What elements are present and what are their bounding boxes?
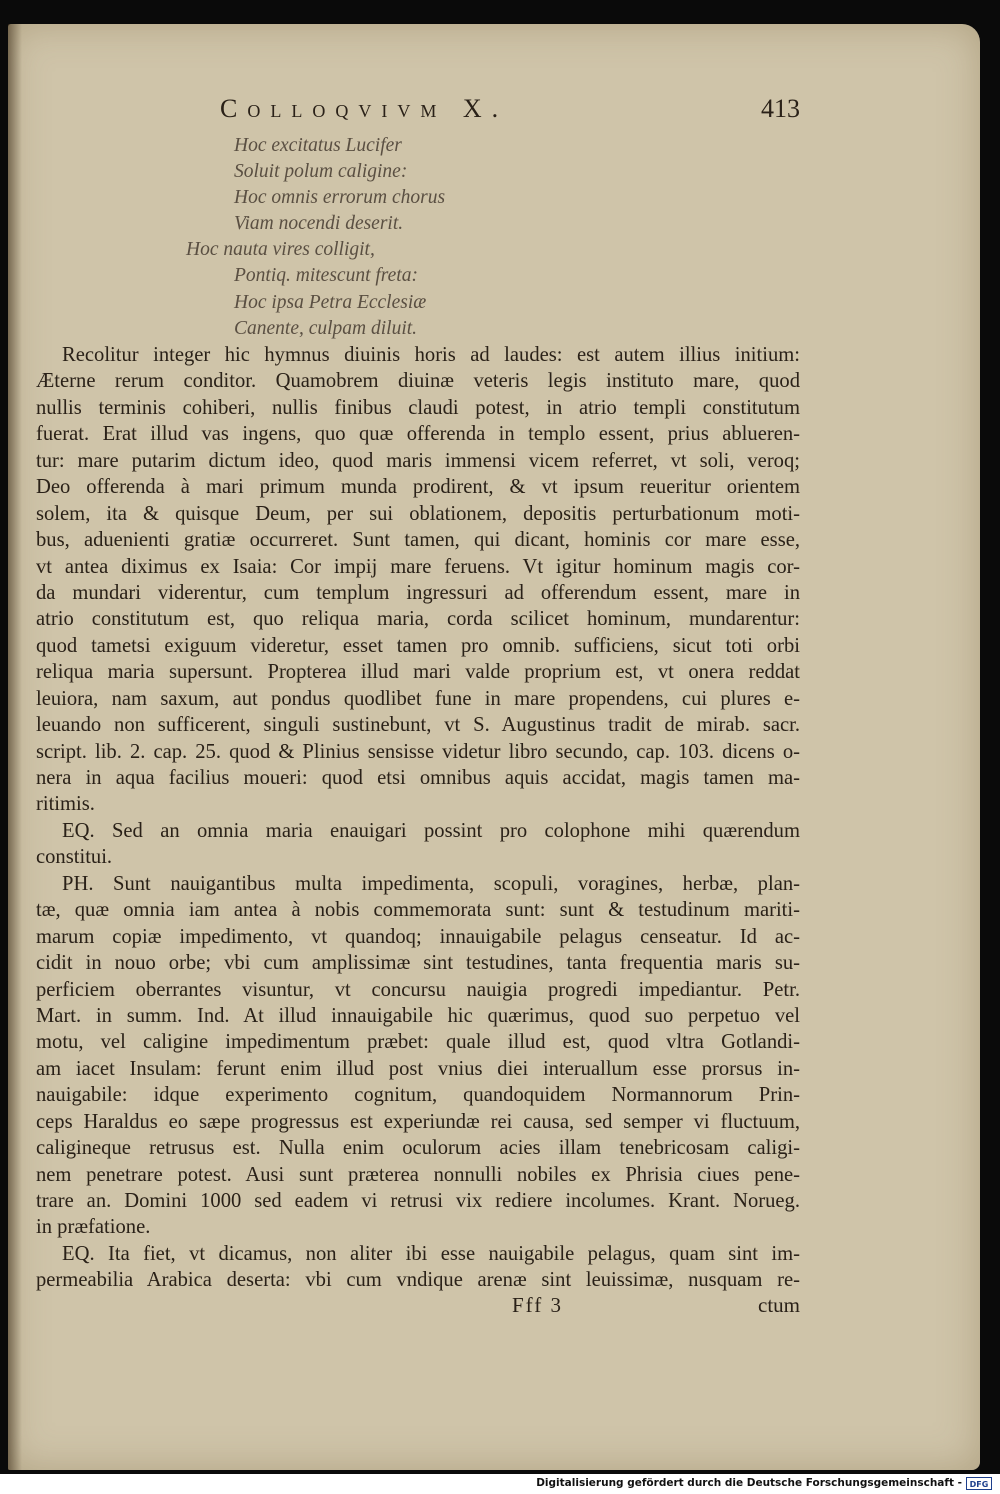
text-line: bus, aduenienti gratiæ occurreret. Sunt tamen, qui dicant, hominis cor mare esse, [36, 529, 800, 552]
signature-mark: Fff 3 [512, 1293, 564, 1317]
text-line: caligineque retrusus est. Nulla enim oculorum acies illam tenebricosam caligi- [36, 1137, 800, 1160]
text-line: ceps Haraldus eo sæpe progressus est experiundæ rei causa, sed semper vi fluctuum, [36, 1110, 800, 1133]
hymn-line: Hoc ipsa Petra Ecclesiæ [234, 291, 427, 313]
text-line: Recolitur integer hic hymnus diuinis horis ad laudes: est autem illius initium: [62, 344, 800, 366]
text-line: nem penetrare potest. Ausi sunt præterea nonnulli nobiles ex Phrisia ciues pene- [36, 1163, 800, 1186]
text-line: PH. Sunt nauigantibus multa impedimenta, scopuli, voragines, herbæ, plan- [62, 872, 800, 895]
text-line: trare an. Domini 1000 sed eadem vi retrusi vix rediere incolumes. Krant. Norueg. [36, 1190, 800, 1212]
text-line: nullis terminis cohiberi, nullis finibus claudi potest, in atrio templi constitutum [36, 396, 800, 419]
funding-credit: Digitalisierung gefördert durch die Deutsche Forschungsgemeinschaft - [536, 1477, 962, 1489]
text-line: cidit in nouo orbe; vbi cum amplissimæ sint testudines, tanta frequentia maris su- [36, 952, 800, 975]
text-line: Mart. in summ. Ind. At illud innauigabile hic quærimus, quod suo perpetuo vel [36, 1004, 800, 1027]
text-line: nera in aqua facilius moueri: quod etsi omnibus aquis accidat, magis tamen ma- [36, 767, 800, 789]
running-title: Colloqvivm X. [220, 94, 509, 123]
text-line: marum copiæ impedimento, vt quandoq; innauigabile pelagus censeatur. Id ac- [36, 925, 800, 948]
text-line: reliqua maria supersunt. Propterea illud mari valde proprium est, vt onera reddat [36, 661, 800, 684]
text-line: in præfatione. [36, 1216, 151, 1239]
text-line: solem, ita & quisque Deum, per sui oblationem, depositis perturbationum moti- [36, 502, 800, 525]
hymn-line: Soluit polum caligine: [234, 161, 408, 183]
page-header [220, 94, 800, 128]
text-line: am iacet Insulam: ferunt enim illud post vnius diei interuallum esse prorsus in- [36, 1057, 800, 1080]
text-line: EQ. Ita fiet, vt dicamus, non aliter ibi esse nauigabile pelagus, quam sint im- [62, 1242, 800, 1265]
text-line: permeabilia Arabica deserta: vbi cum vndique arenæ sint leuissimæ, nusquam re- [36, 1269, 800, 1292]
text-line: ritimis. [36, 793, 95, 816]
page-footer [36, 1293, 800, 1323]
hymn-line: Hoc excitatus Lucifer [234, 135, 402, 156]
text-line: quod tametsi exiguum videretur, esset tamen pro omnib. sufficiens, sicut toti orbi [36, 634, 800, 657]
text-line: perficiem oberrantes visuntur, vt concursu nauigia progredi impediantur. Petr. [36, 978, 800, 1001]
text-line: nauigabile: idque experimento cognitum, quandoquidem Normannorum Prin- [36, 1084, 800, 1107]
text-line: Æterne rerum conditor. Quamobrem diuinæ veteris legis instituto mare, quod [36, 370, 800, 393]
dfg-logo-icon: DFG [966, 1477, 992, 1490]
text-line: EQ. Sed an omnia maria enauigari possint pro colophone mihi quærendum [62, 819, 800, 842]
hymn-line: Canente, culpam diluit. [234, 317, 418, 339]
hymn-line: Hoc nauta vires colligit, [186, 239, 375, 261]
text-line: constitui. [36, 846, 113, 869]
hymn-line: Viam nocendi deserit. [234, 213, 404, 235]
text-line: vt antea diximus ex Isaia: Cor impij mare feruens. Vt igitur hominum magis cor- [36, 555, 800, 578]
body-text [36, 342, 800, 1294]
text-line: tæ, quæ omnia iam antea à nobis commemorata sunt: sunt & testudinum mariti- [36, 899, 800, 922]
text-line: tur: mare putarim dictum ideo, quod maris immensi vicem referret, vt soli, veroq; [36, 449, 800, 472]
page-number: 413 [761, 94, 800, 123]
credit-bar [0, 1474, 1000, 1494]
hymn-line: Hoc omnis errorum chorus [234, 187, 446, 209]
text-line: da mundari viderentur, cum templum ingressuri ad offerendum essent, mare in [36, 581, 800, 604]
hymn-line: Pontiq. mitescunt freta: [234, 265, 418, 287]
text-line: leuiora, nam saxum, aut pondus quodlibet fune in mare propendens, cui plures e- [36, 687, 800, 710]
text-line: fuerat. Erat illud vas ingens, quo quæ offerenda in templo essent, prius ablueren- [36, 423, 800, 446]
hymn-verse [186, 133, 686, 342]
text-line: Deo offerenda à mari primum munda prodirent, & vt ipsum reueritur orientem [36, 476, 800, 499]
text-line: script. lib. 2. cap. 25. quod & Plinius sensisse videtur libro secundo, cap. 103. dicens o- [36, 740, 800, 763]
text-line: atrio constitutum est, quo reliqua maria, corda scilicet hominum, mundarentur: [36, 608, 800, 631]
text-line: leuando non sufficerent, singuli sustinebunt, vt S. Augustinus tradit de mirab. sacr. [36, 714, 800, 737]
catchword: ctum [758, 1293, 800, 1317]
text-line: motu, vel caligine impedimentum præbet: quale illud est, quod vltra Gotlandi- [36, 1031, 800, 1054]
